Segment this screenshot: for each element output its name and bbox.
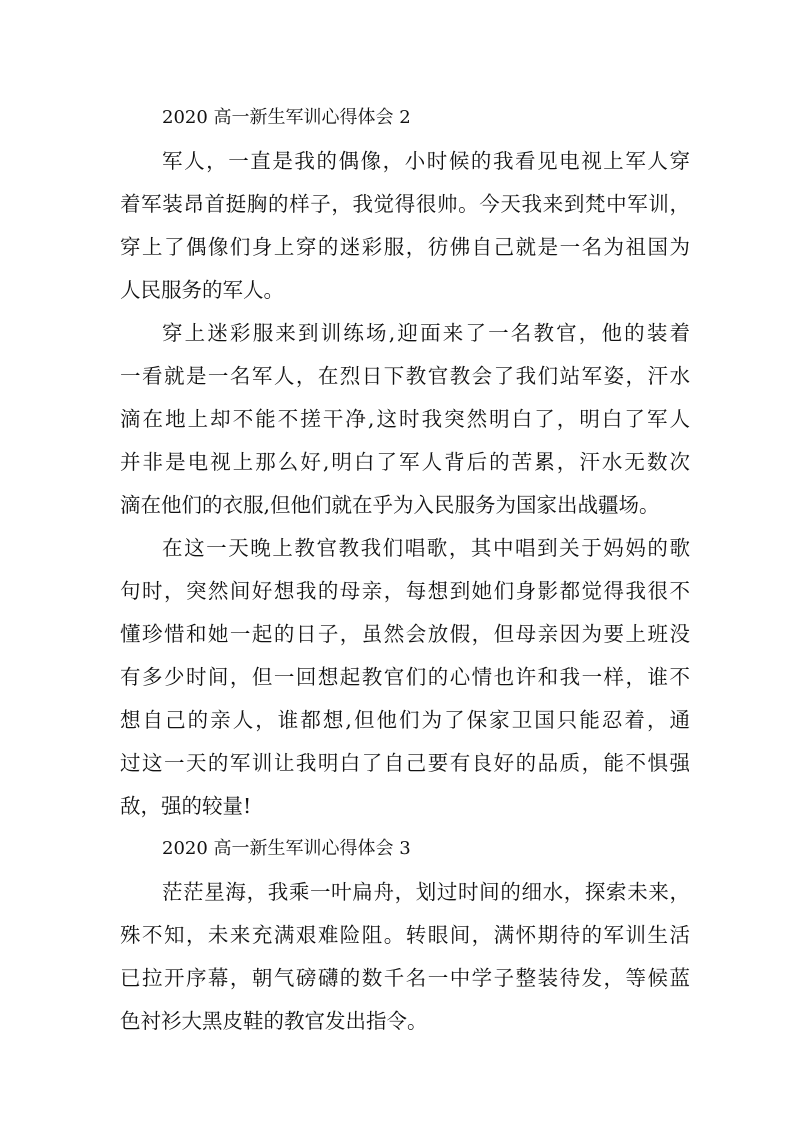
paragraph-line: 并非是电视上那么好,明白了军人背后的苦累，汗水无数次 (120, 450, 690, 474)
paragraph-line: 句时，突然间好想我的母亲，每想到她们身影都觉得我很不 (120, 579, 690, 603)
paragraph-line: 过这一天的军训让我明白了自己要有良好的品质，能不惧强 (120, 751, 690, 775)
paragraph-line: 滴在地上却不能不搓干净,这时我突然明白了，明白了军人 (120, 407, 690, 431)
paragraph-line: 敌，强的较量! (120, 794, 252, 818)
paragraph-line: 已拉开序幕，朝气磅礴的数千名一中学子整装待发，等候蓝 (120, 966, 690, 990)
paragraph-line: 军人，一直是我的偶像，小时候的我看见电视上军人穿 (162, 149, 690, 173)
paragraph-line: 懂珍惜和她一起的日子，虽然会放假，但母亲因为要上班没 (120, 622, 690, 646)
paragraph-line: 人民服务的军人。 (120, 278, 284, 302)
paragraph-line: 在这一天晚上教官教我们唱歌，其中唱到关于妈妈的歌 (162, 536, 690, 560)
paragraph-line: 滴在他们的衣服,但他们就在乎为入民服务为国家出战疆场。 (120, 493, 660, 517)
paragraph-line: 茫茫星海，我乘一叶扁舟，划过时间的细水，探索未来， (162, 880, 690, 904)
paragraph-line: 殊不知，未来充满艰难险阻。转眼间，满怀期待的军训生活 (120, 923, 690, 947)
paragraph-line: 穿上了偶像们身上穿的迷彩服，彷佛自己就是一名为祖国为 (120, 235, 690, 259)
section-heading-3: 2020 高一新生军训心得体会 3 (162, 838, 411, 859)
paragraph-line: 色衬衫大黑皮鞋的教官发出指令。 (120, 1009, 428, 1033)
paragraph-line: 穿上迷彩服来到训练场,迎面来了一名教官，他的装着 (162, 321, 690, 345)
paragraph-line: 有多少时间，但一回想起教官们的心情也许和我一样，谁不 (120, 665, 690, 689)
section-heading-2: 2020 高一新生军训心得体会 2 (162, 107, 411, 128)
paragraph-line: 一看就是一名军人，在烈日下教官教会了我们站军姿，汗水 (120, 364, 690, 388)
paragraph-line: 着军装昂首挺胸的样子，我觉得很帅。今天我来到梵中军训， (120, 192, 690, 216)
paragraph-line: 想自己的亲人，谁都想,但他们为了保家卫国只能忍着，通 (120, 708, 690, 732)
